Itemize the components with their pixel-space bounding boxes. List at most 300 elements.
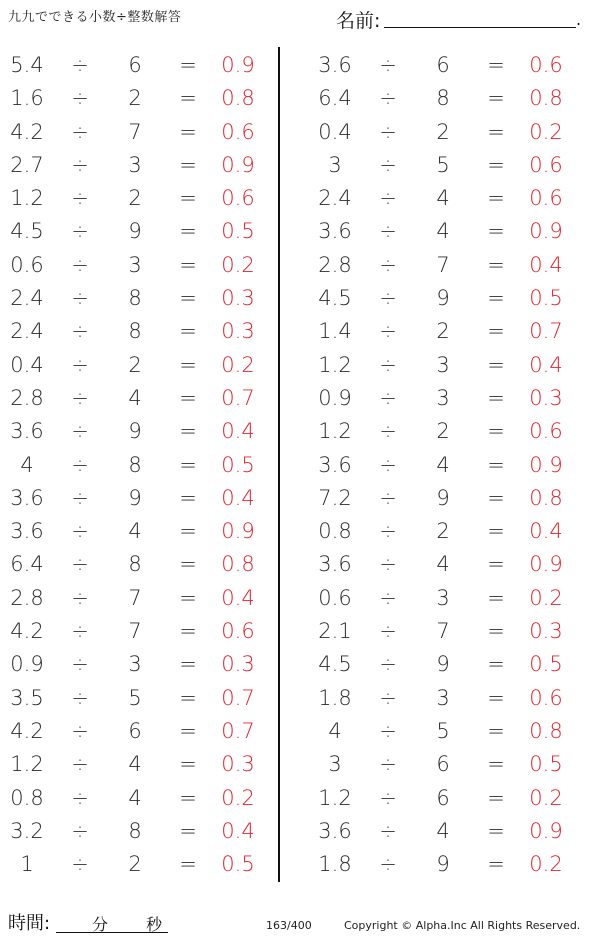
answer: 0.5 bbox=[529, 286, 563, 311]
divisor: 9 bbox=[436, 652, 450, 677]
division-sign: ÷ bbox=[379, 519, 397, 544]
equals-sign: = bbox=[487, 718, 505, 743]
division-sign: ÷ bbox=[71, 852, 89, 877]
equals-sign: = bbox=[179, 718, 197, 743]
answer: 0.4 bbox=[221, 485, 255, 510]
answer: 0.6 bbox=[221, 619, 255, 644]
time-label: 時間: bbox=[8, 913, 51, 934]
equals-sign: = bbox=[487, 452, 505, 477]
problem-row bbox=[308, 582, 578, 615]
dividend: 3.6 bbox=[318, 552, 352, 577]
division-sign: ÷ bbox=[71, 519, 89, 544]
divisor: 6 bbox=[128, 53, 142, 77]
answer: 0.8 bbox=[529, 718, 563, 743]
name-label: 名前: bbox=[336, 10, 381, 32]
problem-row bbox=[308, 49, 578, 82]
problem-row bbox=[0, 415, 270, 448]
division-sign: ÷ bbox=[379, 86, 397, 111]
divisor: 9 bbox=[128, 419, 142, 444]
division-sign: ÷ bbox=[71, 219, 89, 244]
answer: 0.6 bbox=[529, 53, 563, 77]
division-sign: ÷ bbox=[71, 585, 89, 610]
equals-sign: = bbox=[179, 186, 197, 211]
dividend: 2.4 bbox=[318, 186, 352, 211]
equals-sign: = bbox=[179, 219, 197, 244]
answer: 0.6 bbox=[221, 119, 255, 144]
problem-row bbox=[0, 848, 270, 881]
problem-row bbox=[308, 215, 578, 248]
divisor: 3 bbox=[436, 685, 450, 710]
problem-row bbox=[308, 249, 578, 282]
divisor: 6 bbox=[436, 785, 450, 810]
divisor: 4 bbox=[436, 452, 450, 477]
divisor: 5 bbox=[436, 152, 450, 177]
division-sign: ÷ bbox=[379, 552, 397, 577]
answer: 0.3 bbox=[529, 385, 563, 410]
column-divider bbox=[278, 47, 280, 882]
dividend: 3.6 bbox=[10, 485, 44, 510]
equals-sign: = bbox=[487, 319, 505, 344]
problem-row bbox=[0, 482, 270, 515]
dividend: 0.8 bbox=[10, 785, 44, 810]
equals-sign: = bbox=[487, 519, 505, 544]
dividend: 4.2 bbox=[10, 619, 44, 644]
equals-sign: = bbox=[179, 852, 197, 877]
equals-sign: = bbox=[179, 152, 197, 177]
answer: 0.8 bbox=[221, 86, 255, 111]
dividend: 1.2 bbox=[318, 352, 352, 377]
divisor: 9 bbox=[128, 485, 142, 510]
dividend: 1 bbox=[20, 852, 34, 877]
equals-sign: = bbox=[487, 552, 505, 577]
divisor: 3 bbox=[436, 385, 450, 410]
division-sign: ÷ bbox=[379, 452, 397, 477]
dividend: 2.1 bbox=[318, 619, 352, 644]
problem-row bbox=[308, 648, 578, 681]
answer: 0.9 bbox=[221, 152, 255, 177]
answer: 0.3 bbox=[221, 286, 255, 311]
answer: 0.6 bbox=[529, 685, 563, 710]
division-sign: ÷ bbox=[379, 685, 397, 710]
dividend: 4 bbox=[20, 452, 34, 477]
worksheet-title: 九九でできる小数÷整数解答 bbox=[8, 10, 182, 25]
answer: 0.6 bbox=[529, 419, 563, 444]
division-sign: ÷ bbox=[71, 419, 89, 444]
answer: 0.9 bbox=[221, 53, 255, 77]
dividend: 0.9 bbox=[318, 385, 352, 410]
dividend: 1.2 bbox=[318, 785, 352, 810]
dividend: 5.4 bbox=[10, 53, 44, 77]
equals-sign: = bbox=[179, 652, 197, 677]
division-sign: ÷ bbox=[379, 119, 397, 144]
equals-sign: = bbox=[487, 186, 505, 211]
equals-sign: = bbox=[179, 619, 197, 644]
divisor: 4 bbox=[436, 219, 450, 244]
problem-row bbox=[0, 782, 270, 815]
equals-sign: = bbox=[179, 752, 197, 777]
answer: 0.9 bbox=[529, 818, 563, 843]
equals-sign: = bbox=[487, 619, 505, 644]
problem-column-right bbox=[308, 49, 578, 881]
dividend: 1.8 bbox=[318, 852, 352, 877]
equals-sign: = bbox=[487, 419, 505, 444]
division-sign: ÷ bbox=[71, 252, 89, 277]
divisor: 8 bbox=[128, 818, 142, 843]
equals-sign: = bbox=[179, 585, 197, 610]
dividend: 3.6 bbox=[10, 519, 44, 544]
answer: 0.6 bbox=[529, 186, 563, 211]
divisor: 2 bbox=[128, 352, 142, 377]
division-sign: ÷ bbox=[379, 852, 397, 877]
problem-row bbox=[308, 449, 578, 482]
dividend: 3.6 bbox=[318, 53, 352, 77]
answer: 0.2 bbox=[529, 119, 563, 144]
dividend: 3.5 bbox=[10, 685, 44, 710]
dividend: 2.8 bbox=[10, 385, 44, 410]
divisor: 8 bbox=[128, 286, 142, 311]
problem-row bbox=[308, 782, 578, 815]
answer: 0.4 bbox=[529, 519, 563, 544]
dividend: 0.8 bbox=[318, 519, 352, 544]
division-sign: ÷ bbox=[71, 818, 89, 843]
dividend: 6.4 bbox=[10, 552, 44, 577]
copyright-notice: Copyright © Alpha.Inc All Rights Reserved. bbox=[344, 919, 581, 932]
problem-row bbox=[0, 249, 270, 282]
divisor: 9 bbox=[436, 485, 450, 510]
dividend: 4 bbox=[328, 718, 342, 743]
dividend: 2.8 bbox=[10, 585, 44, 610]
divisor: 2 bbox=[128, 186, 142, 211]
divisor: 3 bbox=[128, 152, 142, 177]
problem-row bbox=[0, 182, 270, 215]
divisor: 8 bbox=[128, 319, 142, 344]
divisor: 9 bbox=[436, 852, 450, 877]
divisor: 2 bbox=[436, 519, 450, 544]
page-number: 163/400 bbox=[266, 919, 312, 932]
divisor: 7 bbox=[128, 619, 142, 644]
division-sign: ÷ bbox=[379, 186, 397, 211]
problem-row bbox=[308, 848, 578, 881]
problem-row bbox=[0, 682, 270, 715]
divisor: 8 bbox=[436, 86, 450, 111]
answer: 0.2 bbox=[529, 785, 563, 810]
problem-row bbox=[0, 515, 270, 548]
problem-row bbox=[0, 449, 270, 482]
problem-row bbox=[308, 815, 578, 848]
problem-row bbox=[308, 116, 578, 149]
divisor: 4 bbox=[128, 785, 142, 810]
division-sign: ÷ bbox=[379, 286, 397, 311]
division-sign: ÷ bbox=[71, 619, 89, 644]
dividend: 3.6 bbox=[318, 452, 352, 477]
dividend: 1.2 bbox=[318, 419, 352, 444]
answer: 0.6 bbox=[529, 152, 563, 177]
answer: 0.3 bbox=[221, 652, 255, 677]
answer: 0.4 bbox=[529, 352, 563, 377]
dividend: 1.6 bbox=[10, 86, 44, 111]
dividend: 3.6 bbox=[10, 419, 44, 444]
division-sign: ÷ bbox=[379, 152, 397, 177]
answer: 0.3 bbox=[221, 319, 255, 344]
problem-row bbox=[308, 282, 578, 315]
equals-sign: = bbox=[487, 752, 505, 777]
problem-row bbox=[0, 715, 270, 748]
divisor: 7 bbox=[128, 119, 142, 144]
division-sign: ÷ bbox=[379, 385, 397, 410]
dividend: 3.6 bbox=[318, 818, 352, 843]
division-sign: ÷ bbox=[379, 585, 397, 610]
equals-sign: = bbox=[179, 86, 197, 111]
problem-row bbox=[0, 582, 270, 615]
division-sign: ÷ bbox=[379, 219, 397, 244]
dividend: 6.4 bbox=[318, 86, 352, 111]
problem-row bbox=[0, 349, 270, 382]
problem-row bbox=[0, 49, 270, 82]
divisor: 5 bbox=[128, 685, 142, 710]
division-sign: ÷ bbox=[71, 286, 89, 311]
answer: 0.5 bbox=[221, 852, 255, 877]
answer: 0.2 bbox=[221, 785, 255, 810]
division-sign: ÷ bbox=[379, 818, 397, 843]
answer: 0.5 bbox=[529, 752, 563, 777]
dividend: 2.7 bbox=[10, 152, 44, 177]
division-sign: ÷ bbox=[71, 53, 89, 77]
divisor: 7 bbox=[436, 619, 450, 644]
answer: 0.4 bbox=[529, 252, 563, 277]
equals-sign: = bbox=[487, 252, 505, 277]
problem-row bbox=[0, 648, 270, 681]
problem-row bbox=[0, 815, 270, 848]
name-field-dot: . bbox=[576, 10, 582, 29]
problem-row bbox=[0, 548, 270, 581]
divisor: 3 bbox=[128, 652, 142, 677]
dividend: 4.2 bbox=[10, 119, 44, 144]
division-sign: ÷ bbox=[71, 152, 89, 177]
equals-sign: = bbox=[179, 352, 197, 377]
equals-sign: = bbox=[487, 219, 505, 244]
answer: 0.8 bbox=[221, 552, 255, 577]
problem-row bbox=[0, 149, 270, 182]
name-field-line[interactable] bbox=[384, 27, 576, 28]
divisor: 3 bbox=[128, 252, 142, 277]
answer: 0.2 bbox=[529, 585, 563, 610]
problem-row bbox=[308, 515, 578, 548]
divisor: 9 bbox=[436, 286, 450, 311]
dividend: 1.2 bbox=[10, 186, 44, 211]
divisor: 4 bbox=[128, 519, 142, 544]
equals-sign: = bbox=[179, 818, 197, 843]
problem-row bbox=[308, 182, 578, 215]
problem-row bbox=[0, 215, 270, 248]
dividend: 7.2 bbox=[318, 485, 352, 510]
division-sign: ÷ bbox=[71, 752, 89, 777]
answer: 0.4 bbox=[221, 818, 255, 843]
answer: 0.7 bbox=[221, 718, 255, 743]
answer: 0.5 bbox=[221, 219, 255, 244]
dividend: 4.5 bbox=[318, 286, 352, 311]
seconds-label: 秒 bbox=[146, 915, 163, 934]
problem-row bbox=[0, 282, 270, 315]
problem-row bbox=[308, 415, 578, 448]
division-sign: ÷ bbox=[71, 352, 89, 377]
division-sign: ÷ bbox=[71, 652, 89, 677]
equals-sign: = bbox=[487, 785, 505, 810]
problem-row bbox=[0, 315, 270, 348]
answer: 0.8 bbox=[529, 86, 563, 111]
equals-sign: = bbox=[487, 53, 505, 77]
dividend: 3 bbox=[328, 752, 342, 777]
answer: 0.8 bbox=[529, 485, 563, 510]
divisor: 4 bbox=[436, 552, 450, 577]
answer: 0.5 bbox=[529, 652, 563, 677]
equals-sign: = bbox=[487, 152, 505, 177]
division-sign: ÷ bbox=[379, 352, 397, 377]
equals-sign: = bbox=[487, 585, 505, 610]
division-sign: ÷ bbox=[71, 385, 89, 410]
answer: 0.4 bbox=[221, 419, 255, 444]
divisor: 3 bbox=[436, 352, 450, 377]
division-sign: ÷ bbox=[379, 319, 397, 344]
answer: 0.7 bbox=[221, 385, 255, 410]
divisor: 2 bbox=[436, 319, 450, 344]
division-sign: ÷ bbox=[379, 652, 397, 677]
division-sign: ÷ bbox=[71, 785, 89, 810]
problem-row bbox=[308, 82, 578, 115]
equals-sign: = bbox=[487, 685, 505, 710]
problem-column-left bbox=[0, 49, 270, 881]
dividend: 0.4 bbox=[318, 119, 352, 144]
division-sign: ÷ bbox=[71, 119, 89, 144]
division-sign: ÷ bbox=[71, 718, 89, 743]
division-sign: ÷ bbox=[379, 785, 397, 810]
divisor: 5 bbox=[436, 718, 450, 743]
problem-row bbox=[0, 615, 270, 648]
divisor: 2 bbox=[436, 419, 450, 444]
problem-row bbox=[308, 715, 578, 748]
division-sign: ÷ bbox=[379, 252, 397, 277]
divisor: 4 bbox=[436, 186, 450, 211]
dividend: 3.6 bbox=[318, 219, 352, 244]
equals-sign: = bbox=[179, 53, 197, 77]
problem-row bbox=[0, 382, 270, 415]
divisor: 8 bbox=[128, 552, 142, 577]
answer: 0.6 bbox=[221, 186, 255, 211]
equals-sign: = bbox=[179, 685, 197, 710]
divisor: 4 bbox=[128, 752, 142, 777]
division-sign: ÷ bbox=[71, 452, 89, 477]
dividend: 0.6 bbox=[318, 585, 352, 610]
dividend: 1.4 bbox=[318, 319, 352, 344]
equals-sign: = bbox=[179, 119, 197, 144]
divisor: 6 bbox=[436, 752, 450, 777]
dividend: 2.4 bbox=[10, 286, 44, 311]
divisor: 2 bbox=[128, 852, 142, 877]
equals-sign: = bbox=[487, 818, 505, 843]
divisor: 6 bbox=[128, 718, 142, 743]
dividend: 1.8 bbox=[318, 685, 352, 710]
equals-sign: = bbox=[179, 286, 197, 311]
divisor: 2 bbox=[436, 119, 450, 144]
dividend: 3 bbox=[328, 152, 342, 177]
answer: 0.9 bbox=[529, 452, 563, 477]
answer: 0.2 bbox=[221, 252, 255, 277]
divisor: 4 bbox=[436, 818, 450, 843]
division-sign: ÷ bbox=[71, 186, 89, 211]
answer: 0.3 bbox=[529, 619, 563, 644]
answer: 0.9 bbox=[529, 219, 563, 244]
problem-row bbox=[308, 615, 578, 648]
problem-row bbox=[0, 748, 270, 781]
dividend: 2.8 bbox=[318, 252, 352, 277]
equals-sign: = bbox=[179, 319, 197, 344]
divisor: 2 bbox=[128, 86, 142, 111]
divisor: 9 bbox=[128, 219, 142, 244]
division-sign: ÷ bbox=[71, 685, 89, 710]
divisor: 4 bbox=[128, 385, 142, 410]
equals-sign: = bbox=[179, 485, 197, 510]
division-sign: ÷ bbox=[71, 86, 89, 111]
dividend: 2.4 bbox=[10, 319, 44, 344]
equals-sign: = bbox=[179, 519, 197, 544]
problem-row bbox=[0, 116, 270, 149]
problem-row bbox=[308, 149, 578, 182]
equals-sign: = bbox=[487, 852, 505, 877]
answer: 0.7 bbox=[221, 685, 255, 710]
problem-row bbox=[308, 482, 578, 515]
problem-row bbox=[308, 548, 578, 581]
problem-row bbox=[308, 382, 578, 415]
divisor: 7 bbox=[436, 252, 450, 277]
divisor: 8 bbox=[128, 452, 142, 477]
dividend: 4.5 bbox=[318, 652, 352, 677]
division-sign: ÷ bbox=[379, 619, 397, 644]
equals-sign: = bbox=[179, 552, 197, 577]
division-sign: ÷ bbox=[379, 53, 397, 77]
equals-sign: = bbox=[179, 419, 197, 444]
answer: 0.5 bbox=[221, 452, 255, 477]
answer: 0.9 bbox=[221, 519, 255, 544]
equals-sign: = bbox=[179, 785, 197, 810]
answer: 0.2 bbox=[221, 352, 255, 377]
division-sign: ÷ bbox=[71, 485, 89, 510]
division-sign: ÷ bbox=[379, 419, 397, 444]
answer: 0.9 bbox=[529, 552, 563, 577]
divisor: 6 bbox=[436, 53, 450, 77]
answer: 0.2 bbox=[529, 852, 563, 877]
equals-sign: = bbox=[487, 652, 505, 677]
divisor: 7 bbox=[128, 585, 142, 610]
dividend: 4.2 bbox=[10, 718, 44, 743]
dividend: 0.4 bbox=[10, 352, 44, 377]
equals-sign: = bbox=[487, 385, 505, 410]
equals-sign: = bbox=[487, 119, 505, 144]
equals-sign: = bbox=[179, 452, 197, 477]
division-sign: ÷ bbox=[71, 319, 89, 344]
equals-sign: = bbox=[487, 86, 505, 111]
dividend: 4.5 bbox=[10, 219, 44, 244]
division-sign: ÷ bbox=[379, 752, 397, 777]
dividend: 0.6 bbox=[10, 252, 44, 277]
division-sign: ÷ bbox=[379, 485, 397, 510]
dividend: 1.2 bbox=[10, 752, 44, 777]
dividend: 0.9 bbox=[10, 652, 44, 677]
answer: 0.4 bbox=[221, 585, 255, 610]
equals-sign: = bbox=[487, 352, 505, 377]
problem-row bbox=[308, 748, 578, 781]
divisor: 3 bbox=[436, 585, 450, 610]
answer: 0.7 bbox=[529, 319, 563, 344]
problem-row bbox=[308, 315, 578, 348]
